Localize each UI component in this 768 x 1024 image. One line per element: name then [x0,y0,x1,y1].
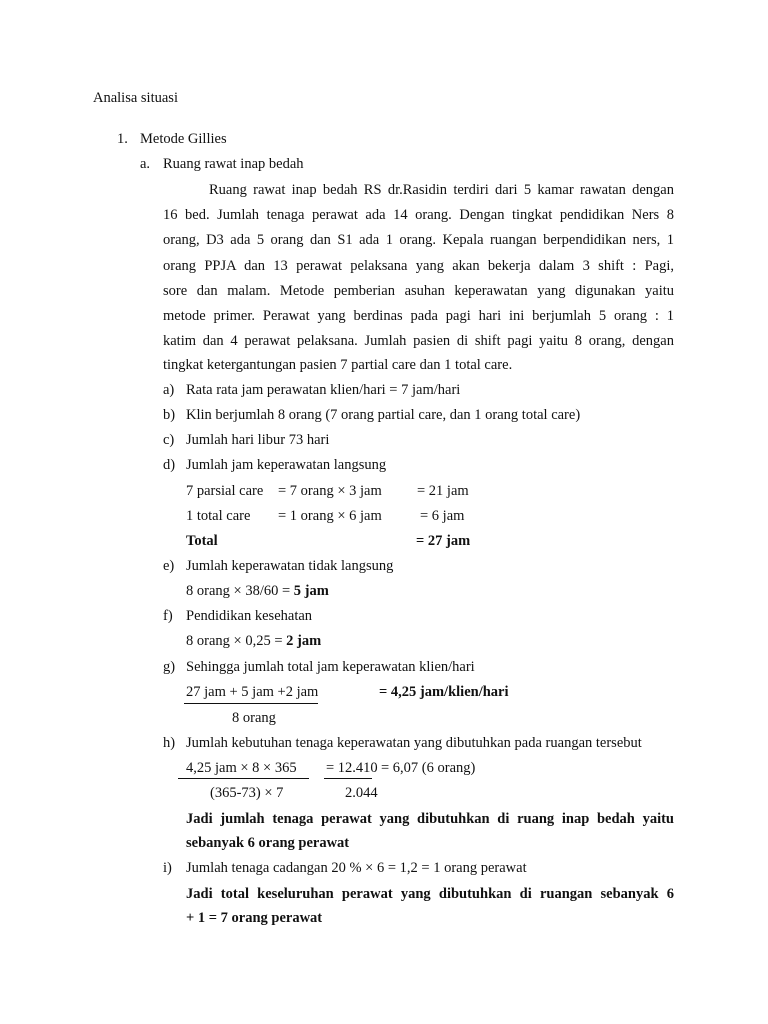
calc-result: = 6,07 (6 orang) [381,760,476,776]
item-label: i) [163,860,172,876]
fraction-denominator: 8 orang [232,710,276,726]
calc-cell: 7 parsial care [186,483,264,499]
item-label: b) [163,407,176,423]
item-label: a) [163,382,175,398]
calc-cell: = 1 orang × 6 jam [278,508,382,524]
paragraph-line: orang PPJA dan 13 perawat pelaksana yang akan bekerja dalam 3 shift : Pagi, [163,258,674,274]
paragraph-line: orang, D3 ada 5 orang dan S1 ada 1 orang. Kepala ruangan berpendidikan ners, 1 [163,232,674,248]
total-value: = 27 jam [416,533,471,549]
conclusion-line: Jadi jumlah tenaga perawat yang dibutuhkan di ruang inap bedah yaitu [186,811,674,827]
item-label: h) [163,735,176,751]
fraction-numerator: 4,25 jam × 8 × 365 [186,760,297,776]
calc-result: 5 jam [293,583,329,599]
section-number: 1. [117,131,128,147]
calc-result: = 4,25 jam/klien/hari [379,684,509,700]
calc-cell: 1 total care [186,508,251,524]
calc-line: 8 orang × 0,25 = 2 jam [186,633,322,649]
item-label: e) [163,558,175,574]
item-text: Pendidikan kesehatan [186,608,313,624]
item-text: Jumlah hari libur 73 hari [186,432,330,448]
item-text: Jumlah keperawatan tidak langsung [186,558,394,574]
paragraph-line: Ruang rawat inap bedah RS dr.Rasidin terdiri dari 5 kamar rawatan dengan [209,182,674,198]
item-text: Rata rata jam perawatan klien/hari = 7 jam/hari [186,382,461,398]
item-label: d) [163,457,176,473]
calc-cell: = 21 jam [417,483,469,499]
item-label: f) [163,608,173,624]
fraction-denominator: (365-73) × 7 [210,785,284,801]
item-label: c) [163,432,175,448]
conclusion-line: Jadi total keseluruhan perawat yang dibutuhkan di ruangan sebanyak 6 [186,886,674,902]
conclusion-line: sebanyak 6 orang perawat [186,835,350,851]
fraction-numerator: = 12.410 [326,760,378,776]
calc-result: 2 jam [286,633,322,649]
fraction-bar [178,778,309,779]
subsection-letter: a. [140,156,151,172]
section-title: Metode Gillies [140,131,227,147]
conclusion-line: + 1 = 7 orang perawat [186,910,323,926]
paragraph-line: sore dan malam. Metode pemberian asuhan keperawatan yang digunakan yaitu [163,283,674,299]
item-text: Jumlah kebutuhan tenaga keperawatan yang dibutuhkan pada ruangan tersebut [186,735,642,751]
calc-cell: = 7 orang × 3 jam [278,483,382,499]
fraction-numerator: 27 jam + 5 jam +2 jam [186,684,319,700]
calc-cell: = 6 jam [420,508,465,524]
fraction-bar [184,703,318,704]
fraction-denominator: 2.044 [345,785,378,801]
paragraph-line: katim dan 4 perawat pelaksana. Jumlah pasien di shift pagi yaitu 8 orang, dengan [163,333,674,349]
fraction-bar [324,778,372,779]
subsection-title: Ruang rawat inap bedah [163,156,304,172]
item-label: g) [163,659,176,675]
calc-line: 8 orang × 38/60 = 5 jam [186,583,329,599]
item-text: Klin berjumlah 8 orang (7 orang partial care, dan 1 orang total care) [186,407,581,423]
item-text: Jumlah tenaga cadangan 20 % × 6 = 1,2 = 1 orang perawat [186,860,527,876]
paragraph-line: metode primer. Perawat yang berdinas pada pagi hari ini berjumlah 5 orang : 1 [163,308,674,324]
heading: Analisa situasi [93,90,178,106]
item-text: Jumlah jam keperawatan langsung [186,457,387,473]
paragraph-line: tingkat ketergantungan pasien 7 partial care dan 1 total care. [163,357,513,373]
item-text: Sehingga jumlah total jam keperawatan klien/hari [186,659,475,675]
paragraph-line: 16 bed. Jumlah tenaga perawat ada 14 orang. Dengan tingkat pendidikan Ners 8 [163,207,674,223]
total-label: Total [186,533,218,549]
